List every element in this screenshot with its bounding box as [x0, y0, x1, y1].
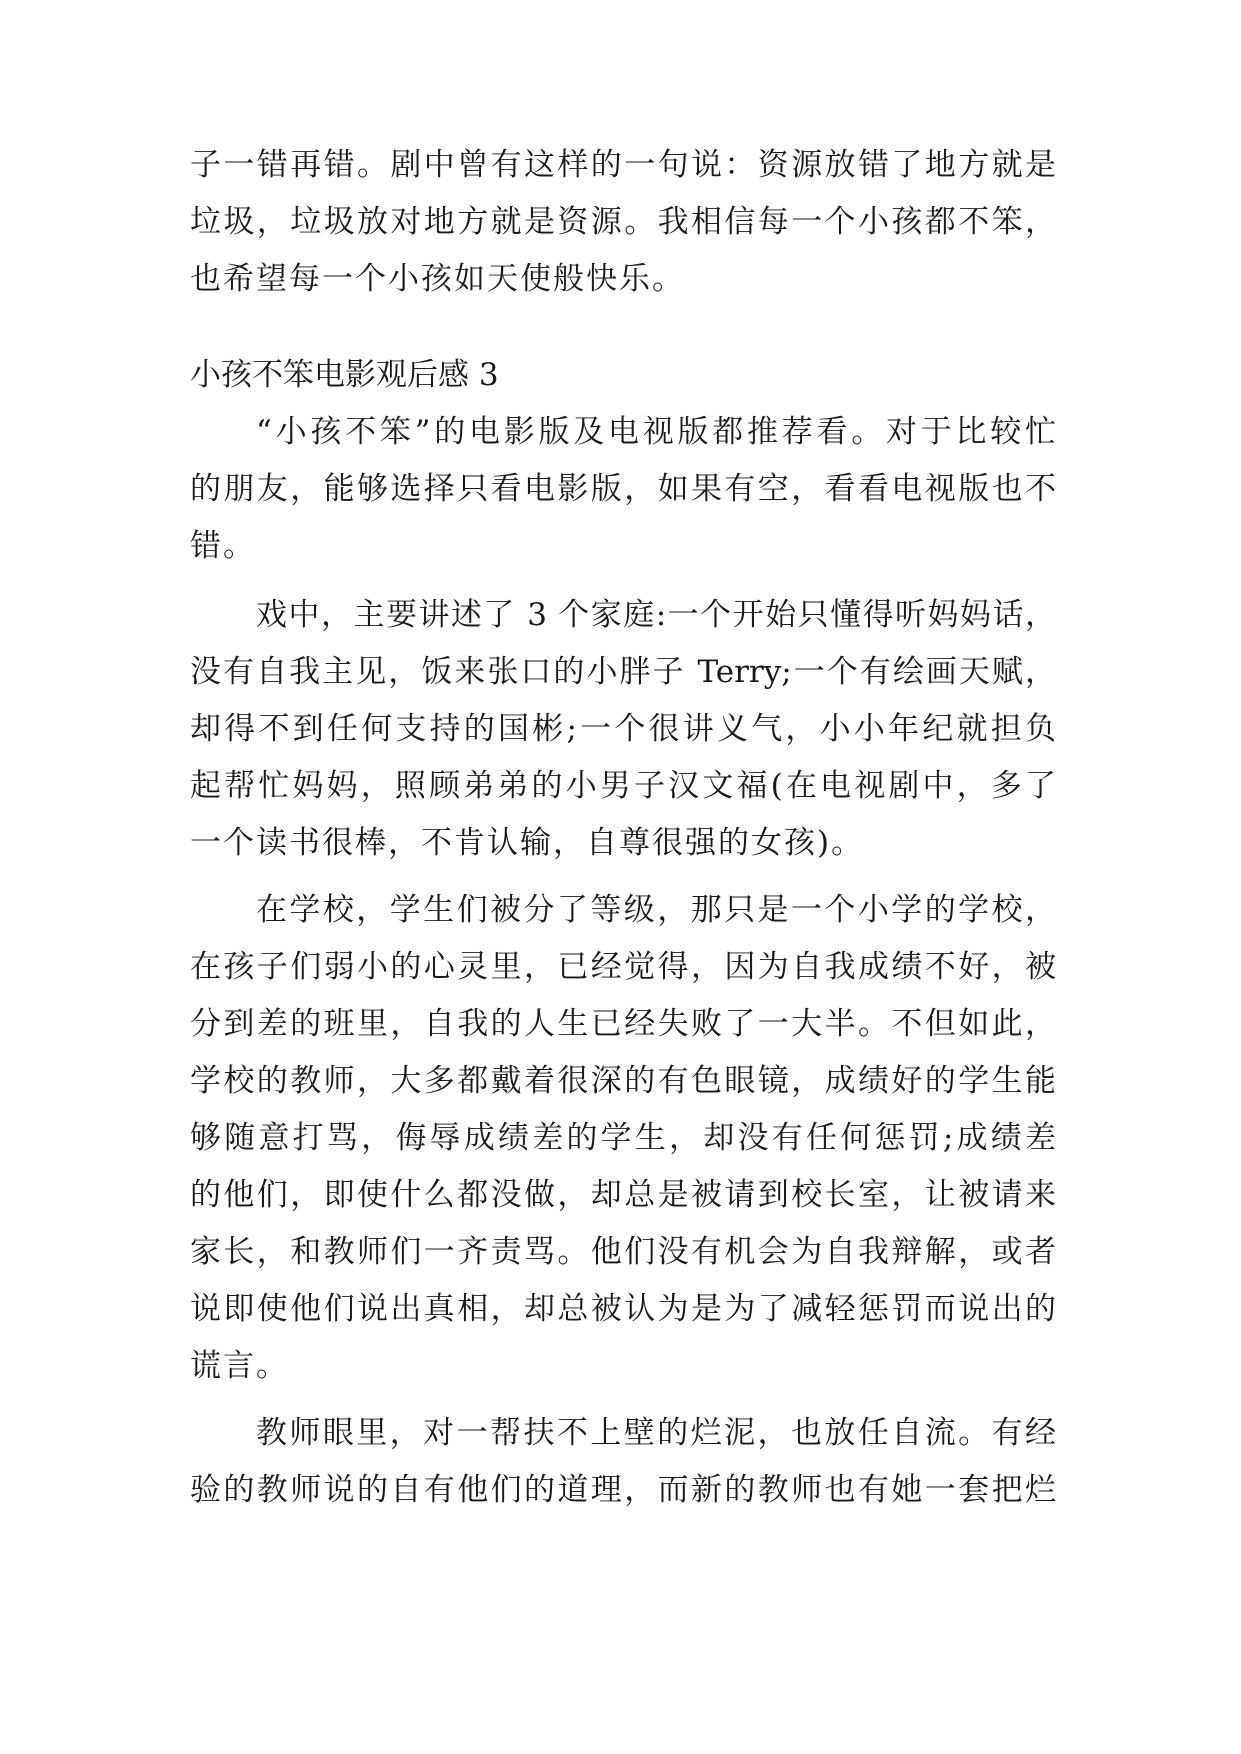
text-line: 起帮忙妈妈，照顾弟弟的小男子汉文福(在电视剧中，多了 — [190, 768, 1056, 804]
text-line: 的他们，即使什么都没做，却总是被请到校长室，让被请来 — [190, 1177, 1056, 1213]
text-line: 也希望每一个小孩如天使般快乐。 — [190, 261, 685, 297]
text-line: 子一错再错。剧中曾有这样的一句说：资源放错了地方就是 — [190, 147, 1056, 183]
text-line: 在学校，学生们被分了等级，那只是一个小学的学校， — [256, 892, 1056, 928]
text-line: 却得不到任何支持的国彬;一个很讲义气，小小年纪就担负 — [190, 711, 1056, 747]
text-line: 错。 — [190, 528, 256, 564]
text-line: 一个读书很棒，不肯认输，自尊很强的女孩)。 — [190, 825, 865, 861]
text-line: 验的教师说的自有他们的道理，而新的教师也有她一套把烂 — [190, 1472, 1056, 1508]
text-line: 教师眼里，对一帮扶不上壁的烂泥，也放任自流。有经 — [256, 1415, 1056, 1451]
text-line: 垃圾，垃圾放对地方就是资源。我相信每一个小孩都不笨， — [190, 204, 1056, 240]
text-line: 的朋友，能够选择只看电影版，如果有空，看看电视版也不 — [190, 471, 1056, 507]
text-line: 没有自我主见，饭来张口的小胖子 Terry;一个有绘画天赋， — [190, 654, 1056, 690]
text-line: 家长，和教师们一齐责骂。他们没有机会为自我辩解，或者 — [190, 1234, 1056, 1270]
text-line: 说即使他们说出真相，却总被认为是为了减轻惩罚而说出的 — [190, 1291, 1056, 1327]
text-line: “小孩不笨”的电影版及电视版都推荐看。对于比较忙 — [256, 414, 1056, 450]
text-line: 学校的教师，大多都戴着很深的有色眼镜，成绩好的学生能 — [190, 1063, 1056, 1099]
section-heading: 小孩不笨电影观后感 3 — [190, 357, 499, 393]
text-line: 谎言。 — [190, 1348, 289, 1384]
text-line: 够随意打骂，侮辱成绩差的学生，却没有任何惩罚;成绩差 — [190, 1120, 1056, 1156]
text-line: 戏中，主要讲述了 3 个家庭:一个开始只懂得听妈妈话， — [256, 597, 1056, 633]
text-line: 在孩子们弱小的心灵里，已经觉得，因为自我成绩不好，被 — [190, 949, 1056, 985]
text-line: 分到差的班里，自我的人生已经失败了一大半。不但如此， — [190, 1006, 1056, 1042]
